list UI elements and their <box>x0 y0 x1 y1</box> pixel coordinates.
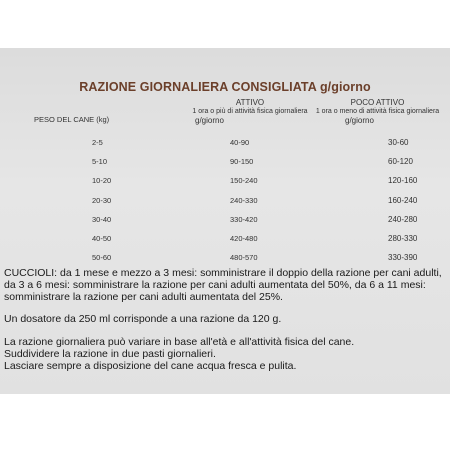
weight-cell: 2-5 <box>92 138 103 148</box>
weight-cell: 30-40 <box>92 214 112 224</box>
less-active-cell: 120-160 <box>388 176 418 186</box>
table-row <box>0 171 450 190</box>
ration-table <box>0 133 450 267</box>
less-active-cell: 60-120 <box>388 157 413 167</box>
active-cell: 420-480 <box>230 234 258 244</box>
water-note: Lasciare sempre a disposizione del cane acqua fresca e pulita. <box>4 359 297 372</box>
table-row <box>0 133 450 152</box>
less-active-cell: 280-330 <box>388 234 418 244</box>
split-note: Suddividere la razione in due pasti giornalieri. <box>4 347 216 360</box>
weight-cell: 50-60 <box>92 253 112 263</box>
active-cell: 40-90 <box>230 138 250 148</box>
less-active-cell: 30-60 <box>388 138 409 148</box>
notes <box>4 268 446 373</box>
active-cell: 240-330 <box>230 195 258 205</box>
less-active-label: POCO ATTIVO <box>350 98 405 107</box>
table-row <box>0 229 450 248</box>
less-active-cell: 330-390 <box>388 253 418 263</box>
table-row <box>0 248 450 267</box>
less-active-cell: 240-280 <box>388 214 418 224</box>
active-desc: 1 ora o più di attività fisica giornaliera <box>192 108 308 115</box>
weight-cell: 5-10 <box>92 157 108 167</box>
active-cell: 480-570 <box>230 253 258 263</box>
less-active-desc: 1 ora o meno di attività fisica giornaliera <box>315 108 440 115</box>
page-title: RAZIONE GIORNALIERA CONSIGLIATA g/giorno <box>79 80 371 94</box>
table-row <box>0 191 450 210</box>
less-active-unit: g/giorno <box>345 116 374 125</box>
active-cell: 90-150 <box>230 157 254 167</box>
active-cell: 330-420 <box>230 214 258 224</box>
table-row <box>0 210 450 229</box>
active-cell: 150-240 <box>230 176 258 186</box>
table-row <box>0 152 450 171</box>
active-unit: g/giorno <box>195 116 224 125</box>
active-label: ATTIVO <box>235 98 265 107</box>
dispenser-note: Un dosatore da 250 ml corrisponde a una razione da 120 g. <box>4 313 282 326</box>
weight-cell: 40-50 <box>92 234 112 244</box>
weight-column-header: PESO DEL CANE (kg) <box>34 115 110 124</box>
vary-note: La razione giornaliera può variare in base all'età e all'attività fisica del cane. <box>4 336 355 349</box>
puppies-note: CUCCIOLI: da 1 mese e mezzo a 3 mesi: somministrare il doppio della razione per cani adulti, da 3 a 6 mesi: somministrare la razione per cani adulti aumentata del 50%, da 6 a 11 mesi: somministrare la razione per cani adulti aumentata del 25%. <box>4 267 442 303</box>
less-active-cell: 160-240 <box>388 195 418 205</box>
less-active-column-header <box>285 98 450 125</box>
weight-cell: 20-30 <box>92 195 112 205</box>
weight-cell: 10-20 <box>92 176 112 186</box>
